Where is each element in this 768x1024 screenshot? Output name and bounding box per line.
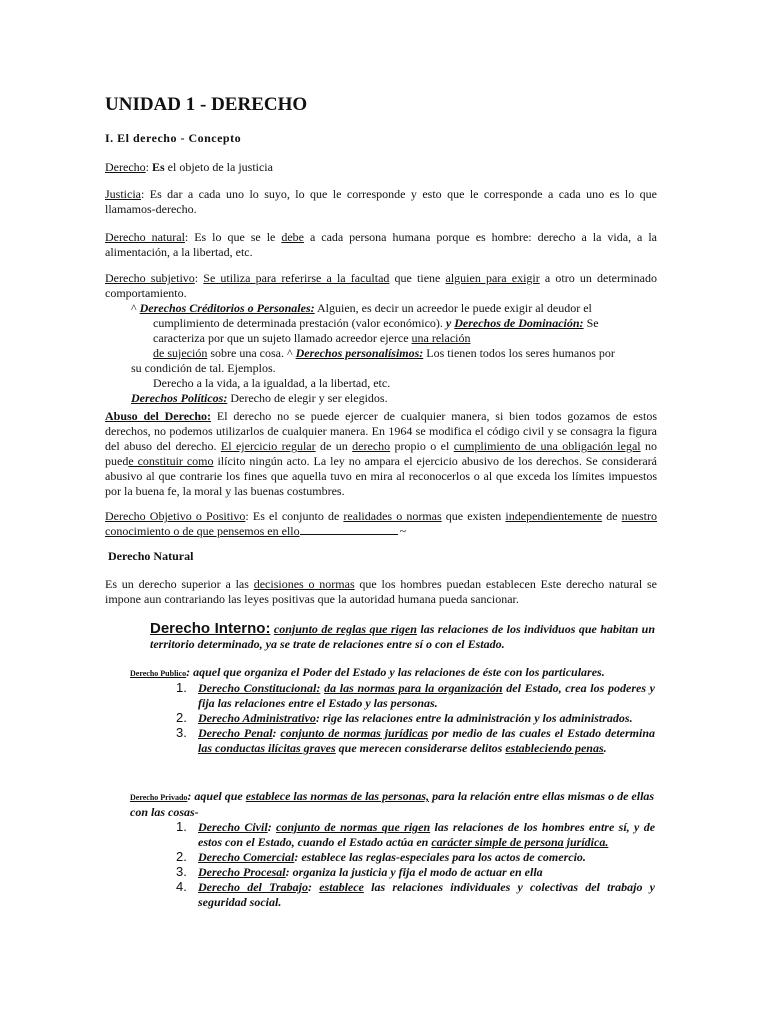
term-derecho-constitucional: Derecho Constitucional: xyxy=(198,681,321,695)
natural-u1: decisiones o normas xyxy=(253,577,355,591)
term-derecho: Derecho xyxy=(105,160,146,174)
item-u1: conjunto de normas que rigen xyxy=(276,820,431,834)
abuso-u1: El ejercicio regular xyxy=(220,439,316,453)
paragraph-derecho-natural-text xyxy=(105,577,657,607)
abuso-t3: propio o el xyxy=(390,439,454,453)
item-t2: las relaciones individuales y colectivas del trabajo y seguridad social. xyxy=(198,880,656,909)
list-number: 2. xyxy=(176,849,187,864)
item-u3: estableciendo penas xyxy=(505,741,604,755)
natural-text-2: a cada persona humana porque es hombre: derecho a la vida, a la alimentación, a la libertad, etc. xyxy=(105,230,657,259)
subjetivo-u2: alguien para exigir xyxy=(445,271,540,285)
list-item xyxy=(150,711,655,726)
paragraph-derecho-interno xyxy=(150,621,655,652)
pers-t1: Los tienen todos los seres humanos por xyxy=(423,346,615,360)
derecho-text: el objeto de la justicia xyxy=(164,160,273,174)
list-number: 3. xyxy=(176,725,187,740)
item-u2: las conductas ilícitas graves xyxy=(198,741,336,755)
privado-list xyxy=(150,820,655,910)
item-t2: del Estado, crea los poderes y fija las relaciones entre el Estado y las personas. xyxy=(198,681,656,710)
term-derecho-trabajo: Derecho del Trabajo xyxy=(198,880,308,894)
item-t4: . xyxy=(603,741,607,755)
blank-line xyxy=(300,524,398,535)
term-derecho-privado: Derecho Privado xyxy=(130,793,188,802)
item-t1: : xyxy=(272,726,281,740)
natural-t2: que los hombres puedan establecen Este derecho natural se impone aun contrariando las leyes positivas que la autoridad humana pueda sancionar. xyxy=(105,577,657,606)
subjetivo-t1: que tiene xyxy=(389,271,446,285)
paragraph-derecho-objetivo xyxy=(105,509,657,539)
tilde: ~ xyxy=(399,524,407,538)
list-item xyxy=(150,865,655,880)
item-u2: carácter simple de persona jurídica. xyxy=(431,835,609,849)
list-item xyxy=(150,726,655,756)
term-derecho-civil: Derecho Civil xyxy=(198,820,268,834)
term-derecho-penal: Derecho Penal xyxy=(198,726,273,740)
pers-t2: su condición de tal. Ejemplos. xyxy=(131,361,276,375)
objetivo-u3: nuestro conocimiento o de que pensemos en ello xyxy=(105,509,657,538)
objetivo-u1: realidades o normas xyxy=(343,509,442,523)
term-abuso-derecho: Abuso del Derecho: xyxy=(105,409,212,423)
term-derechos-politicos: Derechos Políticos: xyxy=(131,391,228,405)
pers-t3: Derecho a la vida, a la igualdad, a la libertad, etc. xyxy=(153,376,391,390)
paragraph-justicia xyxy=(105,187,657,217)
item-t2: por medio de las cuales el Estado determina xyxy=(428,726,656,740)
dom-u2: de sujeción xyxy=(153,346,208,360)
item-u1: establece xyxy=(319,880,364,894)
term-derecho-administrativo: Derecho Administrativo xyxy=(198,711,316,725)
objetivo-t2: que existen xyxy=(441,509,506,523)
list-item xyxy=(150,681,655,711)
abuso-u4: e constituir como xyxy=(128,454,214,468)
section-heading: I. El derecho - Concepto xyxy=(105,131,242,145)
subjetivo-t2: a otro un determinado comportamiento. xyxy=(105,271,657,300)
dom-t3: sobre una cosa. xyxy=(207,346,284,360)
list-number: 2. xyxy=(176,710,187,725)
paragraph-derecho-natural xyxy=(105,230,657,260)
y-connector: y xyxy=(442,316,455,330)
list-item xyxy=(150,820,655,850)
interno-u1: conjunto de reglas que rigen xyxy=(273,622,417,636)
natural-debe: debe xyxy=(281,230,304,244)
term-derecho-procesal: Derecho Procesal xyxy=(198,865,286,879)
publico-list xyxy=(150,681,655,756)
term-derecho-natural: Derecho natural xyxy=(105,230,185,244)
item-t1: : establece las reglas-especiales para los actos de comercio. xyxy=(294,850,586,864)
interno-t1: las relaciones de los individuos que habitan un territorio determinado, ya se trate de relaciones entre sí o con el Estado. xyxy=(150,622,656,651)
term-derecho-interno: Derecho Interno: xyxy=(150,620,271,637)
subjetivo-u1: Se utiliza para referirse a la facultad xyxy=(203,271,390,285)
abuso-t4: no pued xyxy=(105,439,658,468)
paragraph-derecho-subjetivo xyxy=(105,271,657,406)
colon: : xyxy=(194,271,204,285)
term-derechos-personalisimos: Derechos personalísimos: xyxy=(295,346,424,360)
list-number: 4. xyxy=(176,879,187,894)
abuso-t2: de un xyxy=(315,439,353,453)
term-es: Es xyxy=(151,160,165,174)
cred-t1: Alguien, es decir un acreedor le puede exigir al deudor el xyxy=(314,301,592,315)
abuso-u3: cumplimiento de una obligación legal xyxy=(453,439,641,453)
term-derecho-publico: Derecho Publico xyxy=(130,669,187,678)
abuso-t1: El derecho no se puede ejercer de cualquier manera, si bien todos gozamos de estos derechos, no podemos utilizarlos de cualquier manera. En 1964 se modifica el código civil y se consagra la figura del abuso del derecho. xyxy=(105,409,657,453)
privado-t2: para la relación entre ellas mismas o de ellas con las cosas- xyxy=(130,789,655,819)
term-derecho-comercial: Derecho Comercial xyxy=(198,850,295,864)
term-justicia: Justicia xyxy=(105,187,141,201)
paragraph-derecho xyxy=(105,160,657,175)
term-derechos-dominacion: Derechos de Dominación: xyxy=(454,316,584,330)
list-number: 1. xyxy=(176,819,187,834)
abuso-u2: derecho xyxy=(352,439,391,453)
objetivo-t1: : Es el conjunto de xyxy=(245,509,344,523)
paragraph-abuso-derecho xyxy=(105,409,657,499)
item-u1: da las normas para la organización xyxy=(324,681,503,695)
section-derecho-publico xyxy=(130,665,655,756)
item-t2: las relaciones de los hombres entre sí, y de estos con el Estado, cuando el Estado actúa en xyxy=(198,820,656,849)
term-derecho-objetivo: Derecho Objetivo o Positivo xyxy=(105,509,246,523)
cred-t2: cumplimiento de determinada prestación (valor económico). xyxy=(153,316,443,330)
item-u1: conjunto de normas jurídicas xyxy=(280,726,429,740)
item-t1: : xyxy=(267,820,277,834)
justicia-text: : Es dar a cada uno lo suyo, lo que le corresponde y esto que le corresponde a cada uno es lo que llamamos-derecho. xyxy=(105,187,657,216)
caret: ^ xyxy=(286,346,293,360)
natural-t1: Es un derecho superior a las xyxy=(105,577,254,591)
page-title: UNIDAD 1 - DERECHO xyxy=(105,94,308,115)
item-t1: : organiza la justicia y fija el modo de actuar en ella xyxy=(285,865,543,879)
privado-t1: : aquel que xyxy=(187,789,246,803)
list-item xyxy=(150,850,655,865)
list-item xyxy=(150,880,655,910)
objetivo-u2: independientemente xyxy=(505,509,603,523)
item-t1: : xyxy=(308,880,320,894)
objetivo-t3: de xyxy=(602,509,622,523)
term-derechos-creditorios: Derechos Créditorios o Personales: xyxy=(139,301,315,315)
list-number: 1. xyxy=(176,680,187,695)
abuso-t5: ilícito ningún acto. La ley no ampara el ejercicio abusivo de los derechos. Se considerará abusivo al que contrarie los fines que aquella tuvo en mira al reconocerlos o al que exceda los límites impuestos por la buena fe, la moral y las buenas costumbres. xyxy=(105,454,657,498)
list-number: 3. xyxy=(176,864,187,879)
section-derecho-privado xyxy=(130,789,655,910)
privado-u1: establece las normas de las personas, xyxy=(245,789,430,803)
dom-t1: Se xyxy=(583,316,599,330)
heading-derecho-natural: Derecho Natural xyxy=(108,549,194,563)
caret: ^ xyxy=(131,301,137,315)
colon: : xyxy=(145,160,149,174)
item-t3: que merecen considerarse delitos xyxy=(335,741,506,755)
pol-text: Derecho de elegir y ser elegidos. xyxy=(227,391,388,405)
natural-text-1: : Es lo que se le xyxy=(184,230,282,244)
dom-t2: caracteriza por que un sujeto llamado acreedor ejerce xyxy=(153,331,412,345)
item-t1: : rige las relaciones entre la administración y los administrados. xyxy=(315,711,633,725)
term-derecho-subjetivo: Derecho subjetivo xyxy=(105,271,195,285)
dom-u1: una relación xyxy=(411,331,471,345)
publico-text: : aquel que organiza el Poder del Estado y las relaciones de éste con los particulares. xyxy=(186,665,605,679)
